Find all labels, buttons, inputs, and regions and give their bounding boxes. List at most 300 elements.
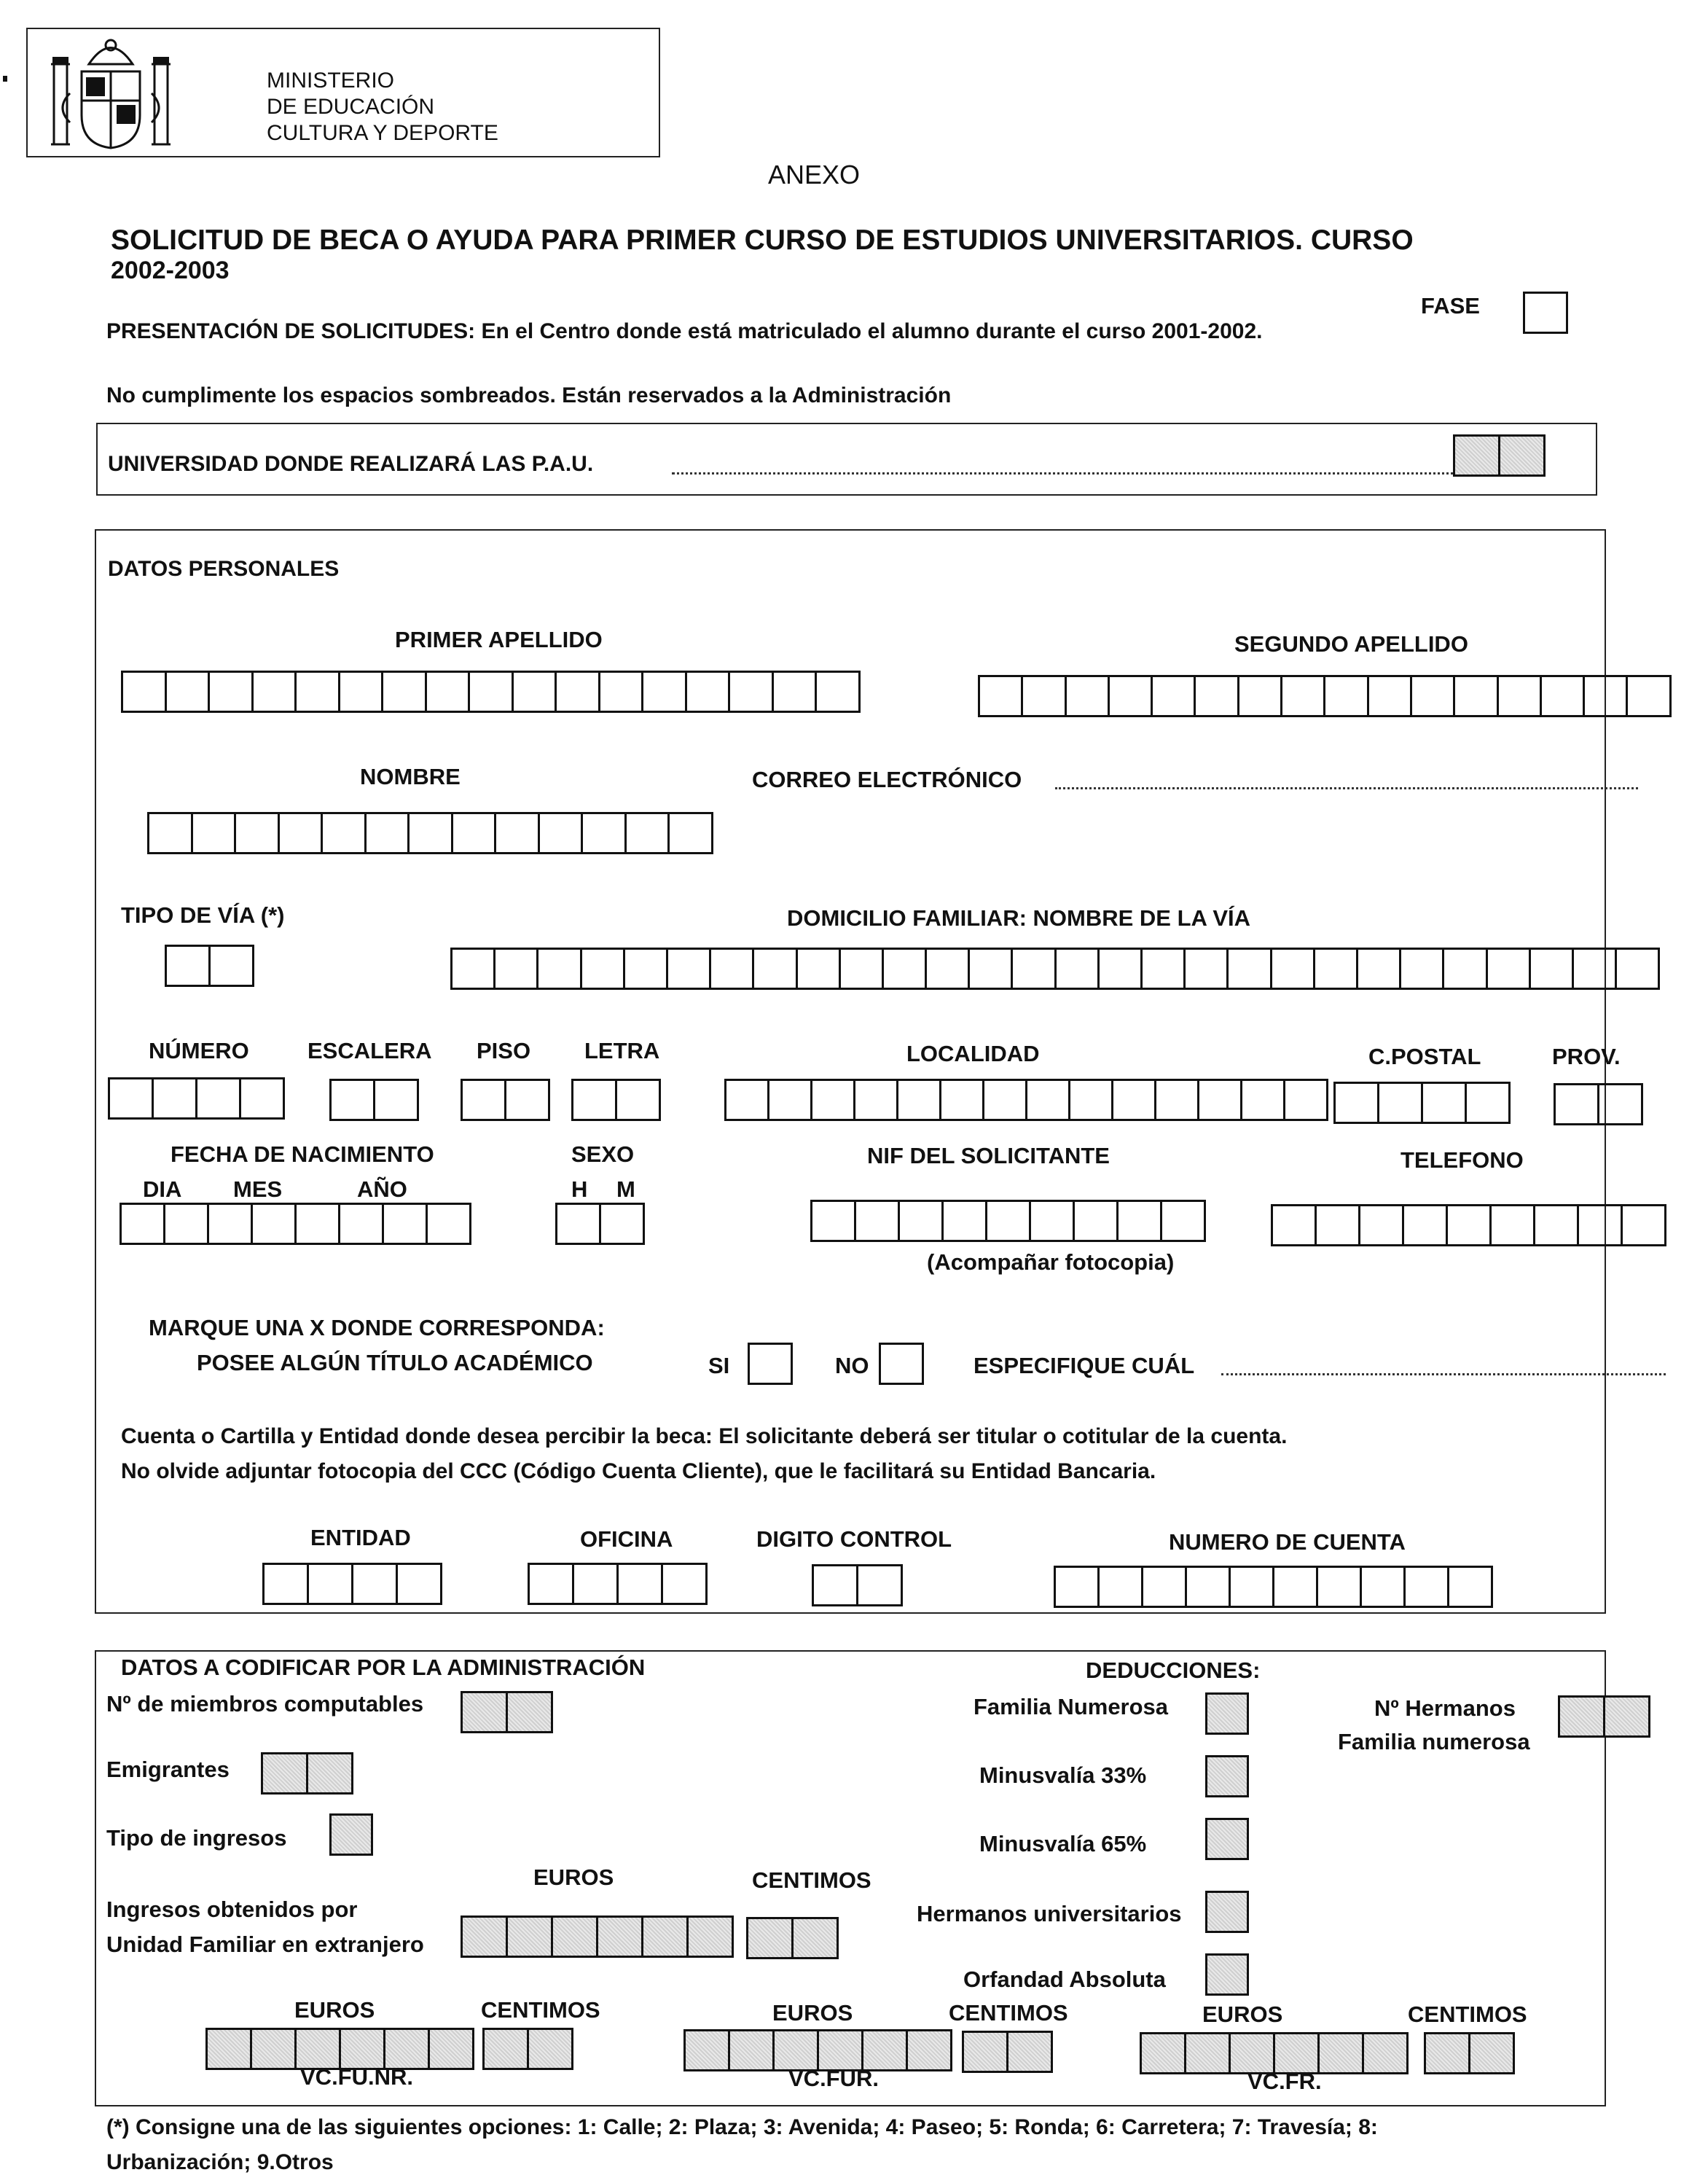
char-box <box>553 1916 598 1958</box>
char-box[interactable] <box>1272 948 1315 990</box>
siblings-label-1: Nº Hermanos <box>1374 1695 1516 1721</box>
vc3-cents-boxes <box>1424 2032 1515 2074</box>
char-box[interactable] <box>123 671 167 713</box>
char-box[interactable] <box>1579 1204 1623 1246</box>
char-box[interactable] <box>1317 1204 1360 1246</box>
entity-label: ENTIDAD <box>310 1525 411 1550</box>
income-type-label: Tipo de ingresos <box>106 1825 287 1851</box>
char-box[interactable] <box>1285 1079 1328 1121</box>
char-box[interactable] <box>1196 675 1239 717</box>
vc1-euros-label: EUROS <box>294 1997 375 2023</box>
char-box[interactable] <box>619 1563 663 1605</box>
income-abroad-label-2: Unidad Familiar en extranjero <box>106 1932 424 1957</box>
char-box[interactable] <box>193 812 237 854</box>
char-box[interactable] <box>643 671 687 713</box>
specify-label: ESPECIFIQUE CUÁL <box>974 1353 1195 1378</box>
section-title-personal: DATOS PERSONALES <box>108 557 340 581</box>
char-box <box>508 1916 553 1958</box>
char-box[interactable] <box>1113 1079 1156 1121</box>
char-box[interactable] <box>1628 675 1671 717</box>
email-label: CORREO ELECTRÓNICO <box>752 767 1022 792</box>
siblings-label-2: Familia numerosa <box>1338 1729 1530 1754</box>
char-box[interactable] <box>726 1079 769 1121</box>
char-box[interactable] <box>1358 948 1401 990</box>
char-box[interactable] <box>941 1079 984 1121</box>
char-box[interactable] <box>211 945 254 987</box>
char-box[interactable] <box>1585 675 1628 717</box>
char-box[interactable] <box>984 1079 1027 1121</box>
char-box[interactable] <box>1379 1082 1423 1124</box>
vc2-euros-label: EUROS <box>772 2000 853 2026</box>
month-label: MES <box>233 1176 283 1202</box>
char-box[interactable] <box>668 948 711 990</box>
ministry-header-box <box>26 28 660 157</box>
char-box <box>252 2028 297 2070</box>
birth-date-label: FECHA DE NACIMIENTO <box>171 1141 434 1167</box>
email-input[interactable] <box>1055 787 1638 789</box>
char-box[interactable] <box>754 948 797 990</box>
street-type-boxes[interactable] <box>165 945 254 987</box>
char-box[interactable] <box>601 1203 645 1245</box>
disability33-box <box>1205 1755 1249 1797</box>
char-box[interactable] <box>332 1079 375 1121</box>
footnote-line-2: Urbanización; 9.Otros <box>106 2150 334 2174</box>
no-label: NO <box>835 1353 869 1378</box>
char-box[interactable] <box>154 1077 197 1120</box>
char-box[interactable] <box>1444 948 1487 990</box>
char-box[interactable] <box>428 1203 471 1245</box>
nif-label: NIF DEL SOLICITANTE <box>867 1143 1110 1168</box>
char-box[interactable] <box>453 812 497 854</box>
char-box[interactable] <box>514 671 557 713</box>
yes-label: SI <box>708 1353 730 1378</box>
char-box[interactable] <box>1027 1079 1070 1121</box>
char-box[interactable] <box>812 1200 856 1242</box>
account-text-1: Cuenta o Cartilla y Entidad donde desea percibir la beca: El solicitante deberá ser titular o cotitular de la cuenta. <box>121 1424 1288 1448</box>
members-label: Nº de miembros computables <box>106 1691 424 1717</box>
char-box[interactable] <box>798 948 841 990</box>
sex-h-label: H <box>571 1176 588 1202</box>
university-input[interactable] <box>672 472 1524 475</box>
char-box[interactable] <box>1423 1082 1467 1124</box>
char-box[interactable] <box>1336 1082 1379 1124</box>
char-box <box>463 1916 508 1958</box>
char-box[interactable] <box>884 948 927 990</box>
char-box <box>308 1752 353 1795</box>
char-box[interactable] <box>1531 948 1574 990</box>
char-box[interactable] <box>265 1563 309 1605</box>
char-box[interactable] <box>353 1563 398 1605</box>
char-box[interactable] <box>1455 675 1498 717</box>
char-box[interactable] <box>1100 948 1143 990</box>
postal-code-label: C.POSTAL <box>1368 1044 1481 1069</box>
char-box[interactable] <box>236 812 280 854</box>
char-box <box>263 1752 308 1795</box>
char-box[interactable] <box>1156 1079 1199 1121</box>
char-box[interactable] <box>774 671 818 713</box>
char-box[interactable] <box>463 1079 506 1121</box>
sex-boxes[interactable] <box>555 1203 645 1245</box>
char-box[interactable] <box>769 1079 812 1121</box>
control-digit-label: DIGITO CONTROL <box>756 1526 952 1552</box>
char-box[interactable] <box>817 671 861 713</box>
char-box[interactable] <box>1406 1566 1449 1608</box>
vc2-label: VC.FUR. <box>788 2066 879 2091</box>
number-label: NÚMERO <box>149 1038 249 1063</box>
char-box[interactable] <box>898 1079 941 1121</box>
char-box[interactable] <box>540 812 584 854</box>
char-box[interactable] <box>987 1200 1031 1242</box>
ministry-line-1: MINISTERIO <box>267 69 395 93</box>
account-number-boxes[interactable] <box>1054 1566 1493 1608</box>
char-box[interactable] <box>167 671 211 713</box>
char-box[interactable] <box>506 1079 550 1121</box>
deductions-title: DEDUCCIONES: <box>1086 1657 1261 1683</box>
yes-checkbox[interactable] <box>748 1343 793 1385</box>
char-box[interactable] <box>1056 1566 1100 1608</box>
char-box[interactable] <box>663 1563 708 1605</box>
char-box[interactable] <box>1318 1566 1362 1608</box>
char-box[interactable] <box>670 812 713 854</box>
char-box[interactable] <box>1239 675 1282 717</box>
char-box[interactable] <box>1242 1079 1285 1121</box>
province-label: PROV. <box>1552 1044 1621 1069</box>
char-box[interactable] <box>1119 1200 1162 1242</box>
char-box[interactable] <box>711 948 754 990</box>
char-box[interactable] <box>367 812 410 854</box>
control-digit-boxes[interactable] <box>812 1564 903 1606</box>
char-box[interactable] <box>1315 948 1358 990</box>
char-box[interactable] <box>1449 1566 1493 1608</box>
photocopy-note: (Acompañar fotocopia) <box>927 1249 1175 1275</box>
office-boxes[interactable] <box>528 1563 708 1605</box>
university-label: UNIVERSIDAD DONDE REALIZARÁ LAS P.A.U. <box>108 452 594 476</box>
char-box[interactable] <box>1143 948 1186 990</box>
char-box[interactable] <box>927 948 970 990</box>
char-box[interactable] <box>814 1564 858 1606</box>
char-box[interactable] <box>625 948 668 990</box>
income-euros-label: EUROS <box>533 1864 614 1890</box>
char-box[interactable] <box>297 671 340 713</box>
admin-section-title: DATOS A CODIFICAR POR LA ADMINISTRACIÓN <box>121 1655 646 1680</box>
phone-boxes[interactable] <box>1271 1204 1666 1246</box>
disability65-box <box>1205 1818 1249 1860</box>
char-box[interactable] <box>470 671 514 713</box>
presentation-text: PRESENTACIÓN DE SOLICITUDES: En el Centro donde está matriculado el alumno durante el curso 2001-2002. <box>106 319 1263 343</box>
char-box[interactable] <box>573 1079 617 1121</box>
char-box[interactable] <box>1488 948 1531 990</box>
letter-boxes[interactable] <box>571 1079 661 1121</box>
char-box <box>485 2028 529 2070</box>
char-box[interactable] <box>297 1203 340 1245</box>
char-box[interactable] <box>1599 1083 1643 1125</box>
char-box[interactable] <box>1075 1200 1119 1242</box>
char-box[interactable] <box>149 812 193 854</box>
char-box[interactable] <box>980 675 1023 717</box>
char-box <box>1008 2031 1053 2073</box>
char-box <box>463 1691 508 1733</box>
orphan-label: Orfandad Absoluta <box>963 1967 1166 1992</box>
char-box[interactable] <box>1023 675 1066 717</box>
income-cents-boxes <box>746 1917 839 1959</box>
char-box[interactable] <box>557 1203 601 1245</box>
annex-title: ANEXO <box>768 160 861 190</box>
vc2-cents-label: CENTIMOS <box>949 2000 1068 2026</box>
emigrants-label: Emigrantes <box>106 1757 230 1782</box>
char-box <box>1186 2032 1231 2074</box>
char-box[interactable] <box>1412 675 1455 717</box>
vc1-cents-boxes <box>482 2028 573 2070</box>
char-box[interactable] <box>495 948 538 990</box>
university-code-boxes <box>1453 434 1546 477</box>
address-boxes[interactable] <box>450 948 1660 990</box>
char-box[interactable] <box>1067 675 1110 717</box>
locality-boxes[interactable] <box>724 1079 1328 1121</box>
vc1-label: VC.FU.NR. <box>300 2064 413 2090</box>
char-box[interactable] <box>1143 1566 1187 1608</box>
char-box[interactable] <box>1360 1204 1404 1246</box>
university-box <box>96 423 1597 496</box>
form-title-line2: 2002-2003 <box>111 257 230 284</box>
margin-dot <box>3 76 7 82</box>
char-box[interactable] <box>1100 1566 1143 1608</box>
account-number-label: NUMERO DE CUENTA <box>1169 1529 1406 1555</box>
char-box <box>1605 1695 1650 1738</box>
ministry-line-3: CULTURA Y DEPORTE <box>267 121 498 145</box>
char-box[interactable] <box>254 671 297 713</box>
name-boxes[interactable] <box>147 812 713 854</box>
specify-input[interactable] <box>1221 1373 1666 1375</box>
disability33-label: Minusvalía 33% <box>979 1762 1147 1788</box>
vc3-label: VC.FR. <box>1247 2069 1322 2094</box>
province-boxes[interactable] <box>1554 1083 1643 1125</box>
char-box <box>643 1916 689 1958</box>
char-box[interactable] <box>538 948 581 990</box>
char-box[interactable] <box>1153 675 1196 717</box>
second-surname-boxes[interactable] <box>978 675 1672 717</box>
char-box[interactable] <box>855 1079 898 1121</box>
char-box[interactable] <box>1499 675 1542 717</box>
floor-label: PISO <box>477 1038 531 1063</box>
siblings-boxes <box>1558 1695 1650 1738</box>
char-box[interactable] <box>1199 1079 1242 1121</box>
income-type-box <box>329 1813 373 1856</box>
char-box[interactable] <box>323 812 367 854</box>
char-box[interactable] <box>241 1077 285 1120</box>
char-box <box>1470 2032 1515 2074</box>
footnote-line-1: (*) Consigne una de las siguientes opciones: 1: Calle; 2: Plaza; 3: Avenida; 4: Paseo; 5: Ronda; 6: Carretera; 7: Travesía; 8: <box>106 2115 1378 2139</box>
floor-boxes[interactable] <box>461 1079 550 1121</box>
char-box <box>686 2029 730 2071</box>
number-boxes[interactable] <box>108 1077 285 1120</box>
char-box[interactable] <box>1070 1079 1113 1121</box>
char-box[interactable] <box>253 1203 297 1245</box>
char-box <box>1320 2032 1364 2074</box>
ministry-line-2: DE EDUCACIÓN <box>267 95 435 119</box>
char-box[interactable] <box>1325 675 1368 717</box>
char-box[interactable] <box>1535 1204 1579 1246</box>
char-box[interactable] <box>841 948 884 990</box>
char-box[interactable] <box>687 671 731 713</box>
char-box <box>598 1916 643 1958</box>
members-boxes <box>461 1691 553 1733</box>
income-cents-label: CENTIMOS <box>752 1867 871 1893</box>
char-box[interactable] <box>384 1203 428 1245</box>
fase-box[interactable] <box>1523 292 1568 334</box>
char-box[interactable] <box>167 945 211 987</box>
char-box[interactable] <box>410 812 453 854</box>
vc3-cents-label: CENTIMOS <box>1408 2002 1527 2027</box>
char-box[interactable] <box>165 1203 209 1245</box>
locality-label: LOCALIDAD <box>906 1041 1040 1066</box>
char-box <box>1560 1695 1605 1738</box>
char-box[interactable] <box>1404 1204 1448 1246</box>
postal-code-boxes[interactable] <box>1333 1082 1511 1124</box>
letter-label: LETRA <box>584 1038 660 1063</box>
char-box[interactable] <box>1110 675 1153 717</box>
char-box[interactable] <box>1162 1200 1206 1242</box>
char-box[interactable] <box>1362 1566 1406 1608</box>
char-box[interactable] <box>1623 1204 1666 1246</box>
staircase-boxes[interactable] <box>329 1079 419 1121</box>
char-box[interactable] <box>1273 1204 1317 1246</box>
income-abroad-label-1: Ingresos obtenidos por <box>106 1897 358 1922</box>
char-box <box>908 2029 952 2071</box>
char-box[interactable] <box>583 812 627 854</box>
char-box[interactable] <box>1274 1566 1318 1608</box>
char-box <box>1364 2032 1409 2074</box>
char-box[interactable] <box>210 671 254 713</box>
char-box <box>689 1916 734 1958</box>
char-box[interactable] <box>427 671 471 713</box>
char-box[interactable] <box>1231 1566 1274 1608</box>
disability65-label: Minusvalía 65% <box>979 1831 1147 1856</box>
large-family-label: Familia Numerosa <box>974 1694 1169 1719</box>
char-box[interactable] <box>197 1077 241 1120</box>
char-box[interactable] <box>375 1079 419 1121</box>
char-box[interactable] <box>627 812 670 854</box>
char-box[interactable] <box>1556 1083 1599 1125</box>
char-box <box>748 1917 794 1959</box>
char-box[interactable] <box>1013 948 1056 990</box>
char-box[interactable] <box>856 1200 900 1242</box>
day-label: DIA <box>143 1176 182 1202</box>
char-box[interactable] <box>858 1564 903 1606</box>
char-box[interactable] <box>209 1203 253 1245</box>
name-label: NOMBRE <box>360 764 461 789</box>
char-box[interactable] <box>453 948 495 990</box>
char-box[interactable] <box>398 1563 442 1605</box>
char-box <box>964 2031 1008 2073</box>
street-type-label: TIPO DE VÍA (*) <box>121 902 285 928</box>
fase-label: FASE <box>1421 293 1480 319</box>
char-box <box>1142 2032 1186 2074</box>
char-box <box>529 2028 573 2070</box>
char-box[interactable] <box>944 1200 987 1242</box>
char-box[interactable] <box>1542 675 1585 717</box>
char-box[interactable] <box>812 1079 855 1121</box>
char-box[interactable] <box>900 1200 944 1242</box>
char-box[interactable] <box>582 948 625 990</box>
phone-label: TELEFONO <box>1401 1147 1524 1173</box>
char-box[interactable] <box>383 671 427 713</box>
char-box[interactable] <box>1617 948 1660 990</box>
char-box[interactable] <box>1031 1200 1075 1242</box>
char-box[interactable] <box>970 948 1013 990</box>
orphan-box <box>1205 1953 1249 1996</box>
vc3-euros-label: EUROS <box>1202 2002 1283 2027</box>
char-box[interactable] <box>530 1563 574 1605</box>
char-box[interactable] <box>557 671 600 713</box>
address-label: DOMICILIO FAMILIAR: NOMBRE DE LA VÍA <box>787 905 1251 931</box>
first-surname-boxes[interactable] <box>121 671 861 713</box>
char-box[interactable] <box>1187 1566 1231 1608</box>
char-box <box>208 2028 252 2070</box>
staircase-label: ESCALERA <box>307 1038 432 1063</box>
birth-date-boxes[interactable] <box>120 1203 471 1245</box>
mark-x-label: MARQUE UNA X DONDE CORRESPONDA: <box>149 1315 605 1340</box>
year-label: AÑO <box>357 1176 407 1202</box>
nif-boxes[interactable] <box>810 1200 1206 1242</box>
char-box[interactable] <box>340 671 384 713</box>
char-box <box>430 2028 474 2070</box>
char-box[interactable] <box>280 812 324 854</box>
char-box <box>730 2029 775 2071</box>
shaded-notice: No cumplimente los espacios sombreados. Están reservados a la Administración <box>106 383 952 407</box>
char-box[interactable] <box>1401 948 1444 990</box>
char-box[interactable] <box>1467 1082 1511 1124</box>
entity-boxes[interactable] <box>262 1563 442 1605</box>
char-box <box>508 1691 553 1733</box>
char-box[interactable] <box>1369 675 1412 717</box>
char-box[interactable] <box>730 671 774 713</box>
char-box[interactable] <box>340 1203 384 1245</box>
vc2-cents-boxes <box>962 2031 1053 2073</box>
char-box[interactable] <box>309 1563 353 1605</box>
second-surname-label: SEGUNDO APELLIDO <box>1234 631 1468 657</box>
char-box[interactable] <box>617 1079 661 1121</box>
uni-siblings-label: Hermanos universitarios <box>917 1901 1182 1926</box>
income-euros-boxes <box>461 1916 734 1958</box>
account-text-2: No olvide adjuntar fotocopia del CCC (Código Cuenta Cliente), que le facilitará su Entidad Bancaria. <box>121 1459 1156 1483</box>
vc1-cents-label: CENTIMOS <box>481 1997 600 2023</box>
char-box <box>1426 2032 1470 2074</box>
char-box[interactable] <box>1282 675 1325 717</box>
sex-m-label: M <box>616 1176 635 1202</box>
emigrants-boxes <box>261 1752 353 1795</box>
char-box[interactable] <box>574 1563 619 1605</box>
sex-label: SEXO <box>571 1141 635 1167</box>
char-box[interactable] <box>1574 948 1617 990</box>
char-box[interactable] <box>600 671 644 713</box>
no-checkbox[interactable] <box>879 1343 924 1385</box>
char-box[interactable] <box>1186 948 1229 990</box>
char-box <box>794 1917 839 1959</box>
char-box[interactable] <box>1229 948 1272 990</box>
char-box[interactable] <box>1492 1204 1535 1246</box>
char-box[interactable] <box>496 812 540 854</box>
first-surname-label: PRIMER APELLIDO <box>395 627 603 652</box>
coat-of-arms-logo <box>38 35 184 152</box>
char-box[interactable] <box>1057 948 1100 990</box>
office-label: OFICINA <box>580 1526 673 1552</box>
uni-siblings-box <box>1205 1891 1249 1933</box>
form-title-line1: SOLICITUD DE BECA O AYUDA PARA PRIMER CURSO DE ESTUDIOS UNIVERSITARIOS. CURSO <box>111 224 1414 256</box>
has-title-label: POSEE ALGÚN TÍTULO ACADÉMICO <box>197 1350 593 1375</box>
char-box[interactable] <box>110 1077 154 1120</box>
char-box[interactable] <box>1448 1204 1492 1246</box>
char-box[interactable] <box>122 1203 165 1245</box>
